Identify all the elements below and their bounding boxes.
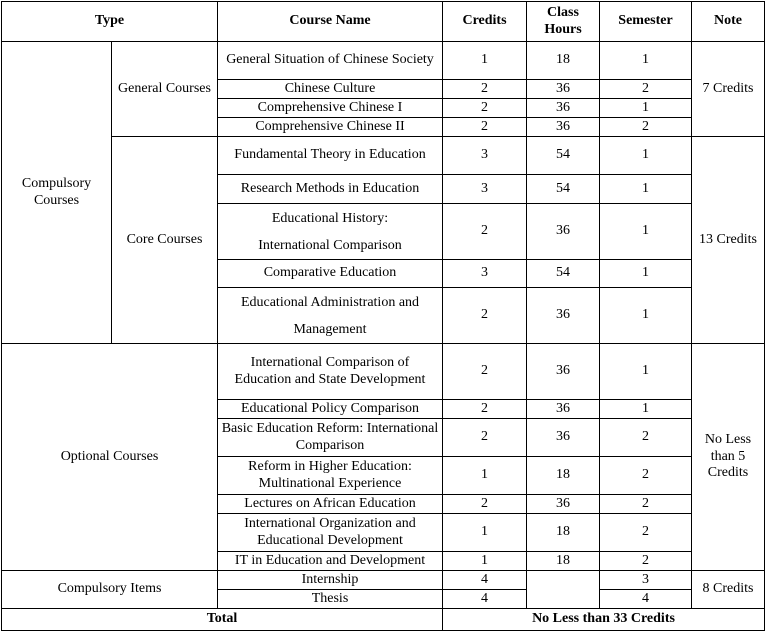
header-type: Type — [2, 2, 218, 42]
course-credits: 3 — [443, 175, 527, 204]
course-name: Internship — [218, 571, 443, 590]
course-hours: 36 — [527, 288, 600, 344]
course-name: Research Methods in Education — [218, 175, 443, 204]
course-semester: 4 — [600, 590, 692, 609]
note-core: 13 Credits — [692, 137, 765, 344]
header-class-hours — [527, 2, 600, 42]
course-name: Fundamental Theory in Education — [218, 137, 443, 175]
course-hours: 18 — [527, 552, 600, 571]
course-semester: 1 — [600, 99, 692, 118]
course-name: Chinese Culture — [218, 80, 443, 99]
course-name: Basic Education Reform: International Comparison — [218, 419, 443, 457]
header-row — [2, 2, 765, 42]
course-hours: 36 — [527, 80, 600, 99]
course-semester: 2 — [600, 419, 692, 457]
course-semester: 3 — [600, 571, 692, 590]
course-name: International Organization and Educational Development — [218, 514, 443, 552]
header-class-hours-line2: Hours — [544, 21, 582, 37]
course-name-line2: International Comparison — [258, 237, 402, 253]
course-credits: 2 — [443, 99, 527, 118]
course-credits: 1 — [443, 552, 527, 571]
course-semester: 1 — [600, 204, 692, 260]
course-name: Comparative Education — [218, 260, 443, 288]
course-hours: 36 — [527, 419, 600, 457]
note-optional: No Less than 5 Credits — [692, 344, 765, 571]
header-credits: Credits — [443, 2, 527, 42]
total-value: No Less than 33 Credits — [443, 609, 765, 631]
course-semester: 1 — [600, 137, 692, 175]
course-hours: 36 — [527, 118, 600, 137]
course-hours: 54 — [527, 137, 600, 175]
course-hours: 54 — [527, 260, 600, 288]
note-items: 8 Credits — [692, 571, 765, 609]
course-name: General Situation of Chinese Society — [218, 42, 443, 80]
course-table — [1, 1, 765, 631]
course-name: Comprehensive Chinese I — [218, 99, 443, 118]
course-credits: 2 — [443, 344, 527, 400]
total-label: Total — [2, 609, 443, 631]
table-row — [2, 137, 765, 175]
course-semester: 2 — [600, 80, 692, 99]
course-semester: 1 — [600, 42, 692, 80]
course-credits: 2 — [443, 419, 527, 457]
course-credits: 3 — [443, 137, 527, 175]
course-name: Reform in Higher Education: Multinational Experience — [218, 457, 443, 495]
header-class-hours-line1: Class — [547, 4, 579, 20]
header-note: Note — [692, 2, 765, 42]
course-hours: 36 — [527, 99, 600, 118]
course-hours: 36 — [527, 495, 600, 514]
table-row — [2, 42, 765, 80]
group-core-courses: Core Courses — [112, 137, 218, 344]
course-hours: 18 — [527, 457, 600, 495]
course-semester: 2 — [600, 514, 692, 552]
course-semester: 2 — [600, 552, 692, 571]
course-credits: 2 — [443, 204, 527, 260]
course-name: Lectures on African Education — [218, 495, 443, 514]
course-semester: 2 — [600, 457, 692, 495]
course-credits: 2 — [443, 80, 527, 99]
course-name: Educational Policy Comparison — [218, 400, 443, 419]
total-row — [2, 609, 765, 631]
header-semester: Semester — [600, 2, 692, 42]
course-semester: 1 — [600, 175, 692, 204]
course-credits: 4 — [443, 571, 527, 590]
course-name — [218, 288, 443, 344]
course-name — [218, 204, 443, 260]
course-name-line1: Educational History: — [271, 210, 389, 226]
course-hours: 54 — [527, 175, 600, 204]
course-name-line2: Management — [293, 321, 367, 337]
course-credits: 1 — [443, 514, 527, 552]
course-semester: 1 — [600, 400, 692, 419]
course-credits: 2 — [443, 400, 527, 419]
course-hours: 36 — [527, 344, 600, 400]
course-hours: 36 — [527, 204, 600, 260]
course-credits: 1 — [443, 42, 527, 80]
course-name: IT in Education and Development — [218, 552, 443, 571]
course-credits: 4 — [443, 590, 527, 609]
table-row — [2, 571, 765, 590]
course-name: Thesis — [218, 590, 443, 609]
course-name: International Comparison of Education and State Development — [218, 344, 443, 400]
course-semester: 1 — [600, 344, 692, 400]
course-credits: 2 — [443, 118, 527, 137]
course-hours: 36 — [527, 400, 600, 419]
course-semester: 1 — [600, 288, 692, 344]
note-general: 7 Credits — [692, 42, 765, 137]
course-hours: 18 — [527, 514, 600, 552]
course-semester: 1 — [600, 260, 692, 288]
group-optional-courses: Optional Courses — [2, 344, 218, 571]
course-credits: 2 — [443, 495, 527, 514]
group-compulsory-courses: Compulsory Courses — [2, 42, 112, 344]
course-name-line1: Educational Administration and — [240, 294, 420, 310]
course-credits: 2 — [443, 288, 527, 344]
group-compulsory-items: Compulsory Items — [2, 571, 218, 609]
course-hours — [527, 571, 600, 609]
group-general-courses: General Courses — [112, 42, 218, 137]
course-hours: 18 — [527, 42, 600, 80]
header-course-name: Course Name — [218, 2, 443, 42]
course-semester: 2 — [600, 495, 692, 514]
table-row — [2, 344, 765, 400]
course-credits: 3 — [443, 260, 527, 288]
course-semester: 2 — [600, 118, 692, 137]
course-name: Comprehensive Chinese II — [218, 118, 443, 137]
course-credits: 1 — [443, 457, 527, 495]
